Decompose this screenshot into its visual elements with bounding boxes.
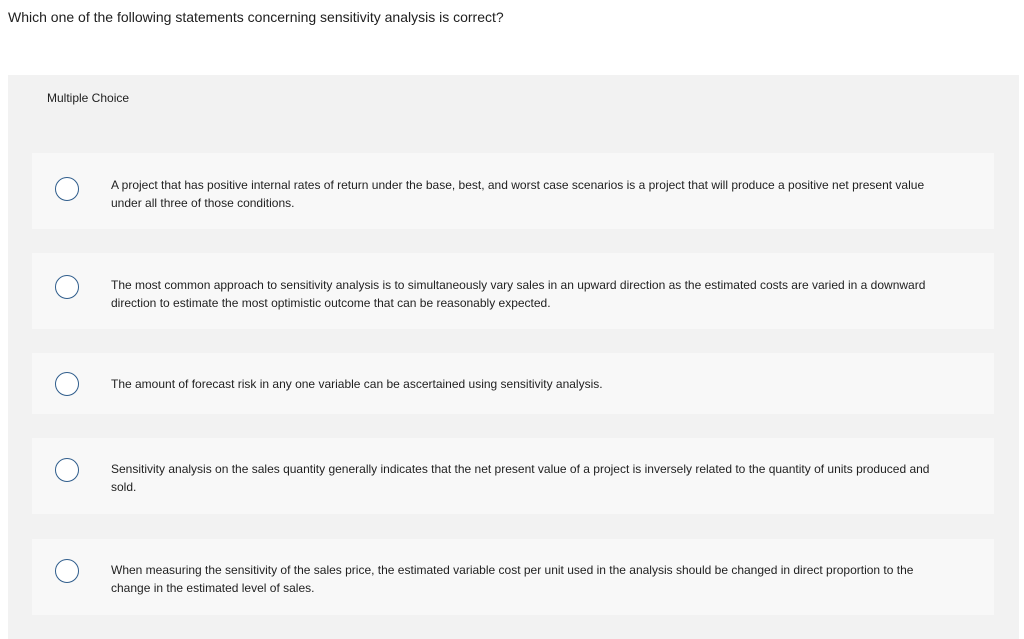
- radio-button[interactable]: [55, 458, 79, 482]
- radio-button[interactable]: [55, 275, 79, 299]
- choice-option-a[interactable]: [32, 153, 994, 229]
- choice-option-d[interactable]: [32, 438, 994, 514]
- choice-option-b[interactable]: [32, 253, 994, 329]
- choice-option-c[interactable]: [32, 353, 994, 414]
- question-type-label: Multiple Choice: [47, 91, 130, 105]
- question-text: Which one of the following statements concerning sensitivity analysis is correct?: [8, 9, 504, 25]
- choice-text: Sensitivity analysis on the sales quantity generally indicates that the net present value of a project is inversely related to the quantity of units produced and sold.: [111, 462, 930, 494]
- choice-text: A project that has positive internal rates of return under the base, best, and worst case scenarios is a project that will produce a positive net present value under all three of those conditions.: [111, 178, 925, 210]
- panel-header: [8, 75, 1019, 121]
- choice-text: When measuring the sensitivity of the sales price, the estimated variable cost per unit used in the analysis should be changed in direct proportion to the change in the estimated level of sales.: [111, 563, 914, 595]
- choice-option-e[interactable]: [32, 539, 994, 615]
- radio-button[interactable]: [55, 559, 79, 583]
- radio-button[interactable]: [55, 177, 79, 201]
- choice-text: The amount of forecast risk in any one variable can be ascertained using sensitivity analysis.: [111, 377, 603, 391]
- choice-text: The most common approach to sensitivity analysis is to simultaneously vary sales in an upward direction as the estimated costs are varied in a downward direction to estimate the most optimistic outcome that can be reasonably expected.: [111, 278, 926, 310]
- radio-button[interactable]: [55, 372, 79, 396]
- multiple-choice-panel: [8, 75, 1019, 639]
